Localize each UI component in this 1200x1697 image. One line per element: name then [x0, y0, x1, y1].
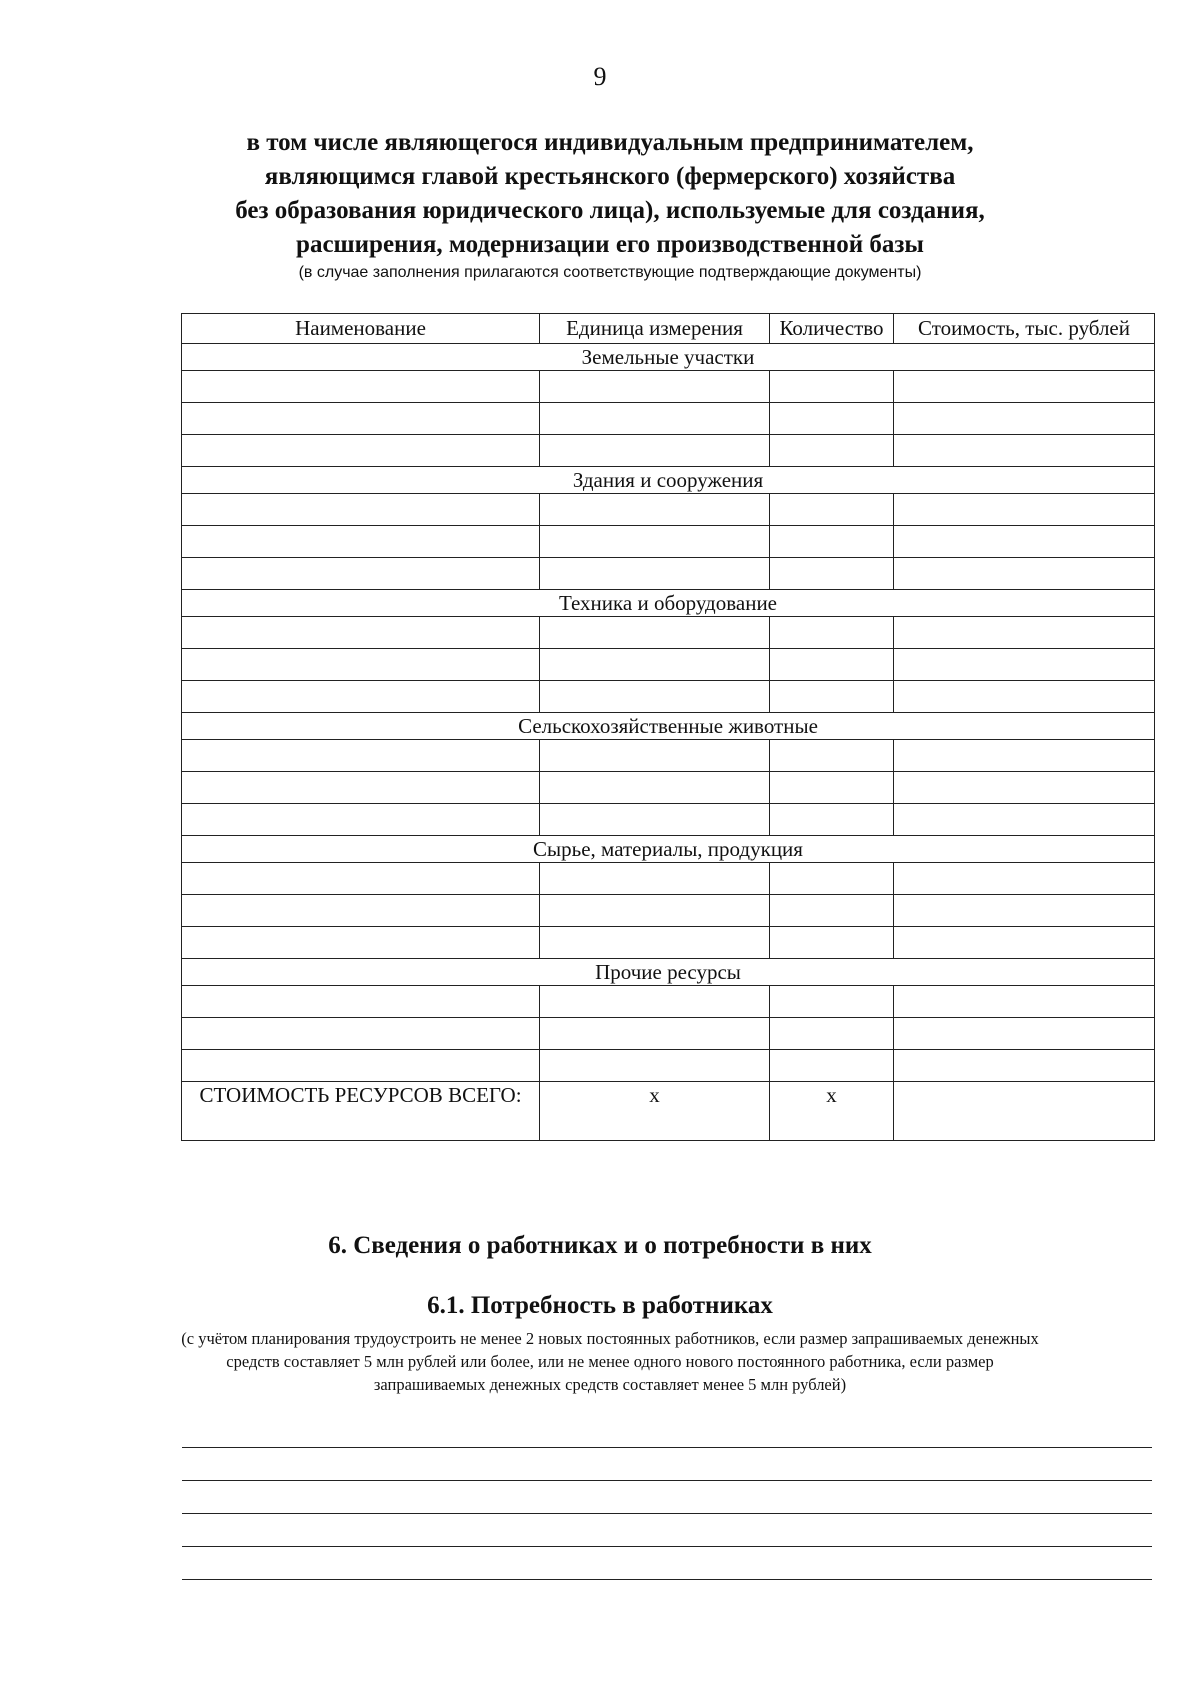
table-cell[interactable] [182, 986, 540, 1018]
table-cell[interactable] [182, 895, 540, 927]
table-cell[interactable] [770, 435, 894, 467]
table-cell[interactable] [540, 558, 770, 590]
table-row [182, 558, 1155, 590]
table-cell[interactable] [770, 371, 894, 403]
table-cell[interactable] [770, 526, 894, 558]
table-cell[interactable] [894, 1050, 1155, 1082]
table-row [182, 526, 1155, 558]
table-cell[interactable] [770, 1018, 894, 1050]
table-cell[interactable] [894, 927, 1155, 959]
table-row [182, 863, 1155, 895]
table-row [182, 986, 1155, 1018]
table-cell[interactable] [182, 804, 540, 836]
table-cell[interactable] [540, 1018, 770, 1050]
heading-line: в том числе являющегося индивидуальным предпринимателем, [246, 129, 974, 156]
table-cell[interactable] [894, 681, 1155, 713]
table-row [182, 772, 1155, 804]
table-cell[interactable] [770, 649, 894, 681]
answer-line[interactable] [182, 1513, 1152, 1514]
category-label: Прочие ресурсы [182, 959, 1155, 986]
table-cell[interactable] [182, 740, 540, 772]
table-cell[interactable] [540, 895, 770, 927]
category-label: Техника и оборудование [182, 590, 1155, 617]
heading-line: без образования юридического лица), используемые для создания, [235, 197, 985, 224]
column-header-quantity: Количество [770, 314, 894, 344]
section-title: 6. Сведения о работниках и о потребности в них [328, 1232, 872, 1259]
table-cell[interactable] [770, 494, 894, 526]
table-cell[interactable] [894, 435, 1155, 467]
category-row [182, 836, 1155, 863]
column-header-name: Наименование [182, 314, 540, 344]
table-row [182, 494, 1155, 526]
total-label: СТОИМОСТЬ РЕСУРСОВ ВСЕГО: [182, 1082, 540, 1141]
table-cell[interactable] [894, 617, 1155, 649]
page-number: 9 [593, 62, 607, 91]
table-cell[interactable] [770, 986, 894, 1018]
table-cell[interactable] [770, 681, 894, 713]
table-cell[interactable] [770, 617, 894, 649]
table-cell[interactable] [894, 494, 1155, 526]
answer-line[interactable] [182, 1480, 1152, 1481]
table-row [182, 371, 1155, 403]
table-cell[interactable] [540, 403, 770, 435]
table-cell[interactable] [540, 772, 770, 804]
table-cell[interactable] [182, 494, 540, 526]
subsection-title: 6.1. Потребность в работниках [427, 1292, 773, 1319]
table-cell[interactable] [540, 927, 770, 959]
table-row [182, 649, 1155, 681]
table-cell[interactable] [894, 371, 1155, 403]
table-cell[interactable] [540, 526, 770, 558]
table-cell[interactable] [894, 1018, 1155, 1050]
table-cell[interactable] [540, 681, 770, 713]
subsection-note: (с учётом планирования трудоустроить не менее 2 новых постоянных работников, если размер запрашиваемых денежных средств составляет 5 млн рублей или более, или не менее одного нового постоянного работника, если размер запрашиваемых денежных средств составляет менее 5 млн рублей) [181, 1329, 1039, 1394]
table-cell[interactable] [182, 649, 540, 681]
column-header-unit: Единица измерения [540, 314, 770, 344]
table-cell[interactable] [894, 772, 1155, 804]
table-cell[interactable] [182, 681, 540, 713]
table-row [182, 1050, 1155, 1082]
table-cell[interactable] [770, 927, 894, 959]
category-row [182, 467, 1155, 494]
table-cell[interactable] [540, 435, 770, 467]
table-cell[interactable] [182, 558, 540, 590]
table-row [182, 740, 1155, 772]
table-row [182, 617, 1155, 649]
total-cost-cell[interactable] [894, 1082, 1155, 1141]
total-unit-cell: х [540, 1082, 770, 1141]
table-header-row [182, 314, 1155, 344]
section-heading [150, 126, 1070, 284]
table-cell[interactable] [894, 986, 1155, 1018]
heading-note: (в случае заполнения прилагаются соответствующие подтверждающие документы) [298, 264, 922, 281]
table-cell[interactable] [894, 863, 1155, 895]
table-cell[interactable] [540, 740, 770, 772]
resources-table [181, 313, 1155, 1141]
table-cell[interactable] [770, 804, 894, 836]
table-cell[interactable] [770, 895, 894, 927]
category-label: Сельскохозяйственные животные [182, 713, 1155, 740]
table-cell[interactable] [182, 617, 540, 649]
category-row [182, 344, 1155, 371]
table-cell[interactable] [770, 772, 894, 804]
table-cell[interactable] [770, 740, 894, 772]
table-row [182, 681, 1155, 713]
table-cell[interactable] [540, 649, 770, 681]
table-cell[interactable] [540, 1050, 770, 1082]
table-cell[interactable] [894, 740, 1155, 772]
table-cell[interactable] [540, 617, 770, 649]
table-cell[interactable] [182, 526, 540, 558]
table-cell[interactable] [182, 1018, 540, 1050]
table-cell[interactable] [540, 986, 770, 1018]
table-cell[interactable] [894, 403, 1155, 435]
category-row [182, 713, 1155, 740]
column-header-cost: Стоимость, тыс. рублей [894, 314, 1155, 344]
table-cell[interactable] [894, 649, 1155, 681]
total-row [182, 1082, 1155, 1141]
answer-line[interactable] [182, 1447, 1152, 1448]
table-cell[interactable] [770, 1050, 894, 1082]
category-label: Земельные участки [182, 344, 1155, 371]
table-cell[interactable] [894, 558, 1155, 590]
table-cell[interactable] [540, 804, 770, 836]
table-cell[interactable] [894, 895, 1155, 927]
category-label: Здания и сооружения [182, 467, 1155, 494]
table-cell[interactable] [770, 558, 894, 590]
table-cell[interactable] [182, 863, 540, 895]
table-cell[interactable] [540, 494, 770, 526]
table-row [182, 895, 1155, 927]
table-cell[interactable] [182, 371, 540, 403]
table-cell[interactable] [540, 371, 770, 403]
table-cell[interactable] [182, 772, 540, 804]
table-cell[interactable] [182, 435, 540, 467]
category-label: Сырье, материалы, продукция [182, 836, 1155, 863]
category-row [182, 590, 1155, 617]
table-cell[interactable] [182, 927, 540, 959]
table-cell[interactable] [894, 804, 1155, 836]
answer-line[interactable] [182, 1579, 1152, 1580]
heading-line: являющимся главой крестьянского (фермерского) хозяйства [264, 163, 956, 190]
heading-line: расширения, модернизации его производственной базы [296, 231, 924, 258]
table-row [182, 804, 1155, 836]
table-cell[interactable] [770, 863, 894, 895]
category-row [182, 959, 1155, 986]
total-quantity-cell: х [770, 1082, 894, 1141]
table-cell[interactable] [182, 403, 540, 435]
table-cell[interactable] [770, 403, 894, 435]
table-cell[interactable] [182, 1050, 540, 1082]
table-row [182, 435, 1155, 467]
table-cell[interactable] [894, 526, 1155, 558]
table-row [182, 403, 1155, 435]
table-row [182, 927, 1155, 959]
answer-line[interactable] [182, 1546, 1152, 1547]
table-cell[interactable] [540, 863, 770, 895]
table-row [182, 1018, 1155, 1050]
